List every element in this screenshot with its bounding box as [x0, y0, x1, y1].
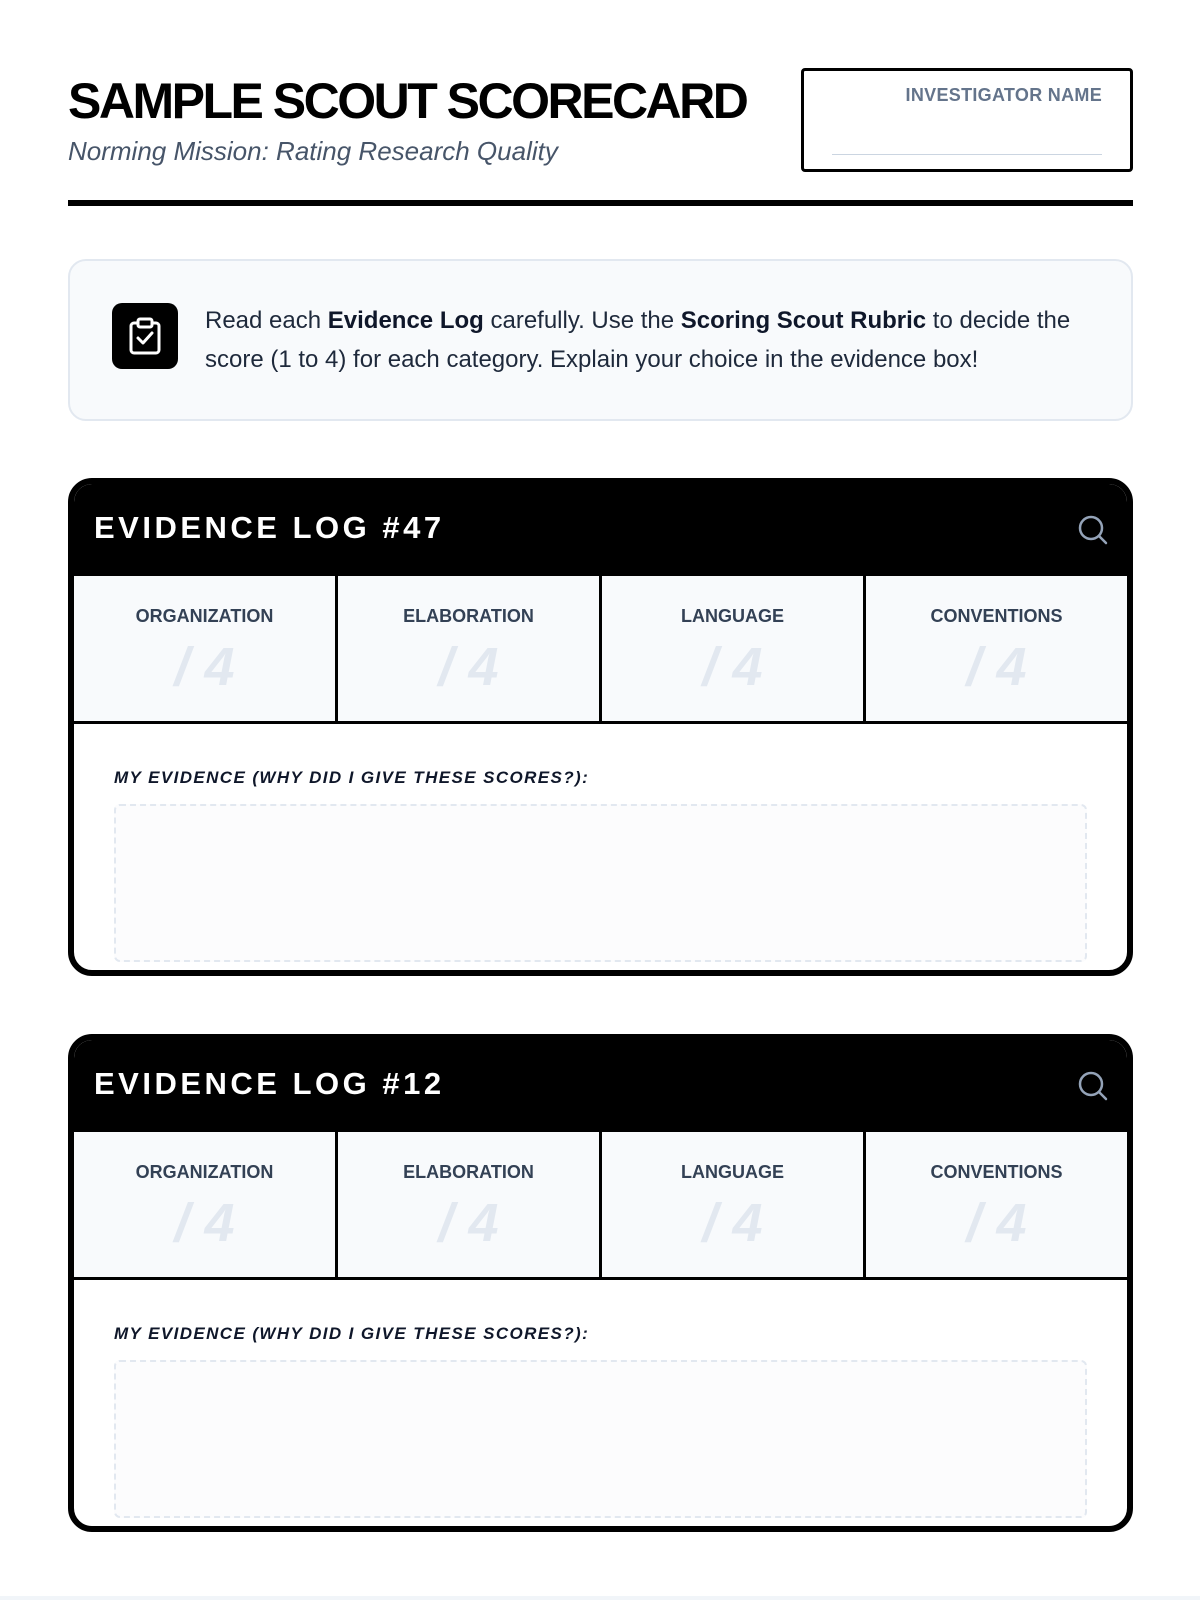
score-label: LANGUAGE	[681, 1162, 784, 1182]
score-label: LANGUAGE	[681, 606, 784, 626]
score-cell-elaboration[interactable]	[338, 1132, 602, 1277]
instructions-emphasis-evidence-log: Evidence Log	[327, 307, 484, 334]
investigator-name-field[interactable]	[801, 68, 1133, 172]
evidence-section	[74, 1280, 1127, 1526]
instructions-text: Read each Evidence Log carefully. Use the Scoring Scout Rubric to decide the score (1 to 4) for each category. Explain your choice in the evidence box!	[205, 307, 1071, 373]
evidence-log-card	[68, 1034, 1133, 1532]
evidence-textarea[interactable]	[114, 804, 1087, 962]
investigator-name-input-line[interactable]	[832, 154, 1102, 155]
score-cell-language[interactable]	[602, 1132, 866, 1277]
score-label: CONVENTIONS	[930, 1162, 1063, 1182]
evidence-textarea[interactable]	[114, 1360, 1087, 1518]
score-input[interactable]: / 4	[174, 637, 235, 697]
evidence-label: MY EVIDENCE (WHY DID I GIVE THESE SCORES?):	[114, 1324, 590, 1343]
evidence-log-header	[74, 484, 1127, 576]
score-cell-conventions[interactable]	[866, 576, 1127, 721]
evidence-section	[74, 724, 1127, 970]
instructions-emphasis-rubric: Scoring Scout Rubric	[680, 307, 927, 334]
score-input[interactable]: / 4	[702, 637, 763, 697]
page-title: SAMPLE SCOUT SCORECARD	[68, 73, 747, 129]
search-icon[interactable]	[1077, 1070, 1109, 1102]
search-icon[interactable]	[1077, 514, 1109, 546]
score-input[interactable]: / 4	[174, 1193, 235, 1253]
score-input[interactable]: / 4	[966, 637, 1027, 697]
score-input[interactable]: / 4	[438, 637, 499, 697]
score-input[interactable]: / 4	[966, 1193, 1027, 1253]
score-cell-organization[interactable]	[74, 576, 338, 721]
score-cell-language[interactable]	[602, 576, 866, 721]
page-header	[68, 64, 1133, 206]
score-label: CONVENTIONS	[930, 606, 1063, 626]
score-label: ORGANIZATION	[135, 606, 274, 626]
score-cell-elaboration[interactable]	[338, 576, 602, 721]
score-row	[74, 576, 1127, 724]
clipboard-check-icon	[112, 303, 178, 369]
score-cell-organization[interactable]	[74, 1132, 338, 1277]
score-input[interactable]: / 4	[702, 1193, 763, 1253]
score-cell-conventions[interactable]	[866, 1132, 1127, 1277]
score-row	[74, 1132, 1127, 1280]
score-label: ORGANIZATION	[135, 1162, 274, 1182]
evidence-log-title: EVIDENCE LOG #12	[94, 1066, 445, 1101]
score-label: ELABORATION	[403, 606, 534, 626]
evidence-label: MY EVIDENCE (WHY DID I GIVE THESE SCORES?):	[114, 768, 590, 787]
investigator-name-label: INVESTIGATOR NAME	[905, 85, 1102, 105]
score-input[interactable]: / 4	[438, 1193, 499, 1253]
score-label: ELABORATION	[403, 1162, 534, 1182]
evidence-log-header	[74, 1040, 1127, 1132]
page-footer-strip	[0, 1596, 1200, 1600]
page-subtitle: Norming Mission: Rating Research Quality	[68, 136, 558, 166]
evidence-log-card	[68, 478, 1133, 976]
instructions-panel	[68, 259, 1133, 421]
evidence-log-title: EVIDENCE LOG #47	[94, 510, 445, 545]
